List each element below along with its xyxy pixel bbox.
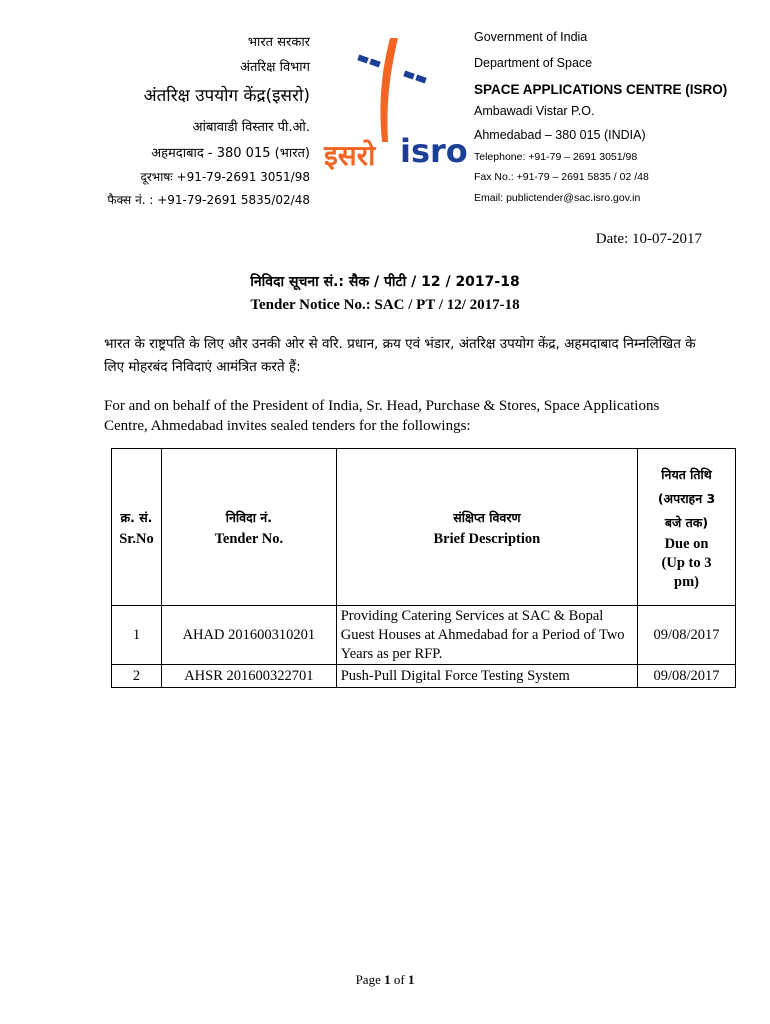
- header-brief-description-hi: संक्षिप्त विवरण: [453, 509, 521, 525]
- header-due-on: [638, 449, 736, 606]
- header-hi-line1: भारत सरकार: [247, 35, 310, 50]
- header-due-on-hi-1: नियत तिथि: [661, 466, 712, 482]
- header-tender-no-en: Tender No.: [214, 530, 284, 547]
- header-en-line4: Ambawadi Vistar P.O.: [474, 104, 595, 118]
- header-due-on-hi-3: बजे तक): [664, 514, 709, 530]
- cell-tender-no: AHAD 201600310201: [161, 606, 336, 665]
- footer-page-prefix: Page: [355, 972, 385, 987]
- cell-sr-no: 2: [112, 665, 162, 688]
- header-tender-no: [161, 449, 336, 606]
- notice-date: Date: 10-07-2017: [595, 231, 702, 247]
- header-sr-no-hi: क्र. सं.: [120, 509, 153, 525]
- header-hi-line2: अंतरिक्ष विभाग: [240, 60, 310, 75]
- logo-text-en: isro: [400, 132, 468, 170]
- header-en-line7: Fax No.: +91-79 – 2691 5835 / 02 /48: [474, 171, 649, 183]
- rocket-trail-shape: [380, 38, 398, 142]
- notice-title-hi: निविदा सूचना सं.: सैक / पीटी / 12 / 2017-18: [250, 274, 520, 290]
- page-footer: [0, 972, 770, 988]
- footer-of: of: [390, 972, 408, 987]
- header-sr-no: [112, 449, 162, 606]
- isro-logo-icon: [320, 30, 470, 180]
- footer-page-number: 1: [384, 972, 391, 987]
- header-en-line2: Department of Space: [474, 56, 593, 70]
- header-en-line1: Government of India: [474, 30, 588, 44]
- header-hi-line7: फैक्स नं. : +91-79-2691 5835/02/48: [107, 193, 310, 207]
- header-hi-line6: दूरभाषः +91-79-2691 3051/98: [140, 170, 310, 184]
- header-hi-line5: अहमदाबाद - 380 015 (भारत): [151, 146, 310, 161]
- header-brief-description-en: Brief Description: [433, 530, 541, 547]
- table-row: [112, 665, 736, 688]
- header-en-line3: SPACE APPLICATIONS CENTRE (ISRO): [474, 82, 728, 97]
- cell-due-date: 09/08/2017: [638, 665, 736, 688]
- header-en-line8: Email: publictender@sac.isro.gov.in: [474, 192, 641, 204]
- tender-table: [111, 448, 736, 688]
- intro-paragraph-hi: भारत के राष्ट्रपति के लिए और उनकी ओर से वरि. प्रधान, क्रय एवं भंडार, अंतरिक्ष उपयोग केंद्र, अहमदाबाद निम्नलिखित के लिए मोहरबंद निविदाएं आमंत्रित करते हैं:: [104, 336, 696, 375]
- header-tender-no-hi: निविदा नं.: [225, 509, 272, 525]
- footer-page-total: 1: [407, 972, 415, 987]
- header-en-line5: Ahmedabad – 380 015 (INDIA): [474, 128, 646, 142]
- header-due-on-en-3: pm): [674, 573, 700, 590]
- cell-description: Push-Pull Digital Force Testing System: [336, 665, 637, 688]
- header-hi-line4: आंबावाडी विस्तार पी.ओ.: [192, 120, 310, 135]
- table-row: [112, 606, 736, 665]
- header-en-line6: Telephone: +91-79 – 2691 3051/98: [474, 151, 638, 163]
- header-hi-line3: अंतरिक्ष उपयोग केंद्र(इसरो): [143, 86, 310, 106]
- logo-text-hi: इसरो: [324, 139, 376, 172]
- table-header-row: [112, 449, 736, 606]
- header-brief-description: [336, 449, 637, 606]
- header-due-on-hi-2: (अपराहन 3: [657, 490, 716, 506]
- notice-title-en: Tender Notice No.: SAC / PT / 12/ 2017-18: [250, 297, 520, 313]
- cell-tender-no: AHSR 201600322701: [161, 665, 336, 688]
- cell-sr-no: 1: [112, 606, 162, 665]
- cell-due-date: 09/08/2017: [638, 606, 736, 665]
- cell-description: Providing Catering Services at SAC & Bopal Guest Houses at Ahmedabad for a Period of Two Years as per RFP.: [336, 606, 637, 665]
- intro-paragraph-en: For and on behalf of the President of India, Sr. Head, Purchase & Stores, Space Applications Centre, Ahmedabad invites sealed tenders for the followings:: [104, 398, 660, 434]
- header-due-on-en-1: Due on: [664, 535, 709, 552]
- header-sr-no-en: Sr.No: [119, 530, 154, 547]
- header-due-on-en-2: (Up to 3: [661, 554, 712, 571]
